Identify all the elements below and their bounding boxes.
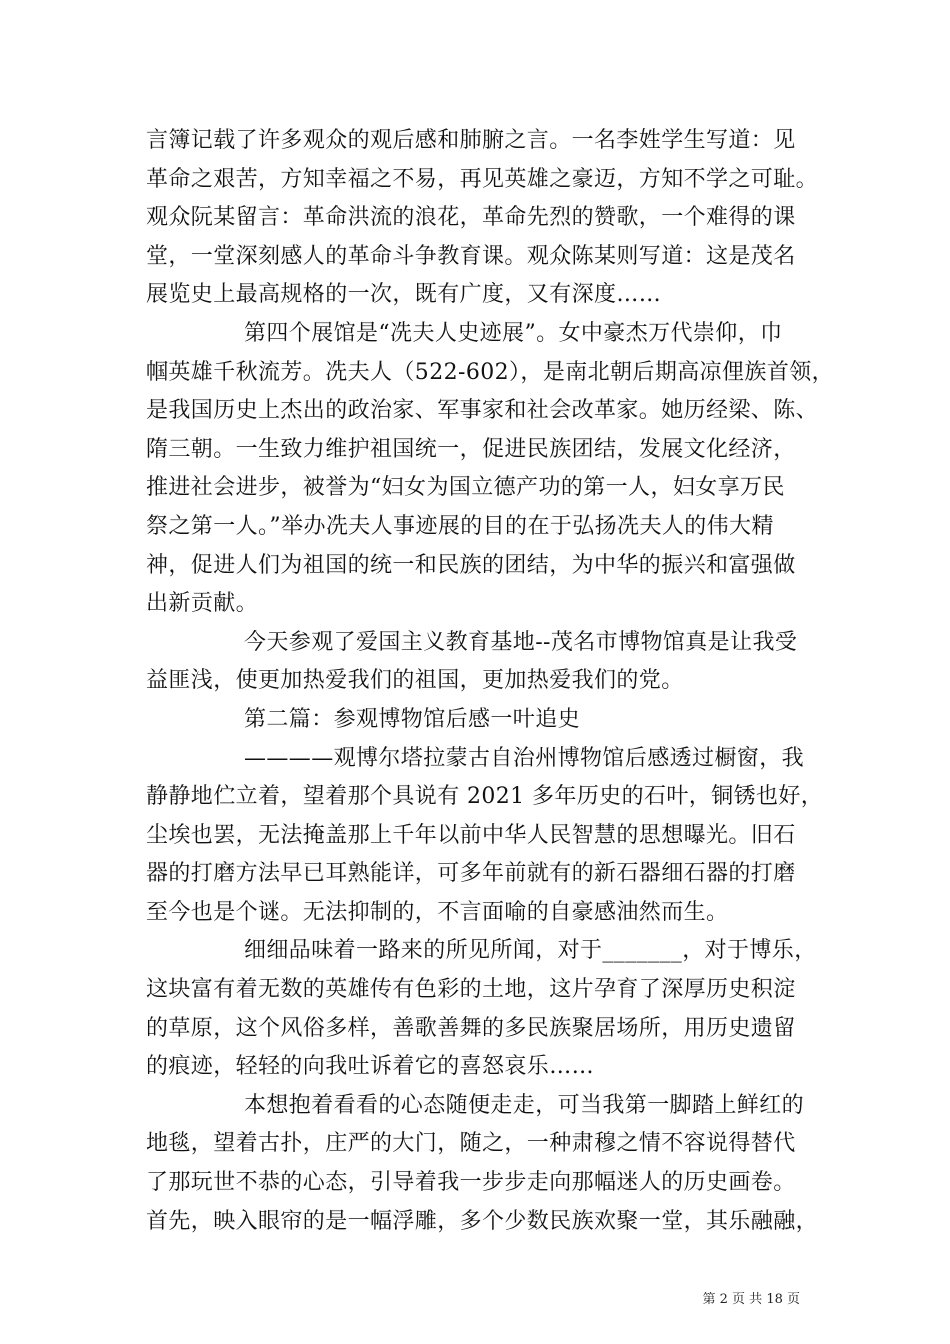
paragraph-start: 第四个展馆是“冼夫人史迹展”。女中豪杰万代崇仰，巾 — [244, 320, 783, 346]
text-line: 隋三朝。一生致力维护祖国统一，促进民族团结，发展文化经济， — [146, 436, 796, 462]
paragraph-start: 本想抱着看看的心态随便走走，可当我第一脚踏上鲜红的 — [244, 1092, 805, 1118]
text-line: 静静地伫立着，望着那个具说有 2021 多年历史的石叶，铜锈也好， — [146, 784, 824, 810]
text-line: 益匪浅，使更加热爱我们的祖国，更加热爱我们的党。 — [146, 668, 684, 694]
text-line: 了那玩世不恭的心态，引导着我一步步走向那幅迷人的历史画卷。 — [146, 1170, 796, 1196]
paragraph-start: 细细品味着一路来的所见所闻，对于_______，对于博乐， — [244, 938, 817, 964]
text-line: 的草原，这个风俗多样，善歌善舞的多民族聚居场所，用历史遗留 — [146, 1015, 796, 1041]
text-line: 推进社会进步，被誉为“妇女为国立德产功的第一人，妇女享万民 — [146, 475, 785, 501]
text-line: 至今也是个谜。无法抑制的，不言面喻的自豪感油然而生。 — [146, 899, 729, 925]
paragraph-start: ————观博尔塔拉蒙古自治州博物馆后感透过橱窗，我 — [244, 745, 805, 771]
text-line: 尘埃也罢，无法掩盖那上千年以前中华人民智慧的思想曝光。旧石 — [146, 822, 796, 848]
text-line: 是我国历史上杰出的政治家、军事家和社会改革家。她历经梁、陈、 — [146, 398, 819, 424]
text-line: 首先，映入眼帘的是一幅浮雕，多个少数民族欢聚一堂，其乐融融， — [146, 1208, 819, 1234]
text-line: 器的打磨方法早已耳熟能详，可多年前就有的新石器细石器的打磨 — [146, 861, 796, 887]
body-text — [146, 122, 835, 1241]
page-number-footer: 第 2 页 共 18 页 — [702, 1292, 800, 1307]
paragraph-start: 今天参观了爱国主义教育基地--茂名市博物馆真是让我受 — [244, 629, 798, 655]
text-line: 祭之第一人。”举办冼夫人事迹展的目的在于弘扬冼夫人的伟大精 — [146, 513, 774, 539]
text-line: 出新贡献。 — [146, 591, 259, 617]
text-line: 观众阮某留言：革命洪流的浪花，革命先烈的赞歌，一个难得的课 — [146, 205, 796, 231]
text-line: 神，促进人们为祖国的统一和民族的团结，为中华的振兴和富强做 — [146, 552, 796, 578]
text-line: 展览史上最高规格的一次，既有广度，又有深度…… — [146, 282, 662, 308]
text-line: 帼英雄千秋流芳。冼夫人（522-602），是南北朝后期高凉俚族首领， — [146, 359, 835, 385]
section-heading: 第二篇：参观博物馆后感一叶追史 — [244, 706, 581, 732]
text-line: 地毯，望着古扑，庄严的大门，随之，一种肃穆之情不容说得替代 — [146, 1131, 796, 1157]
text-line: 的痕迹，轻轻的向我吐诉着它的喜怒哀乐…… — [146, 1054, 595, 1080]
text-line: 堂，一堂深刻感人的革命斗争教育课。观众陈某则写道：这是茂名 — [146, 243, 796, 269]
text-line: 言簿记载了许多观众的观后感和肺腑之言。一名李姓学生写道：见 — [146, 128, 796, 153]
text-line: 这块富有着无数的英雄传有色彩的土地，这片孕育了深厚历史积淀 — [146, 977, 796, 1003]
text-line: 革命之艰苦，方知幸福之不易，再见英雄之豪迈，方知不学之可耻。 — [146, 166, 819, 192]
